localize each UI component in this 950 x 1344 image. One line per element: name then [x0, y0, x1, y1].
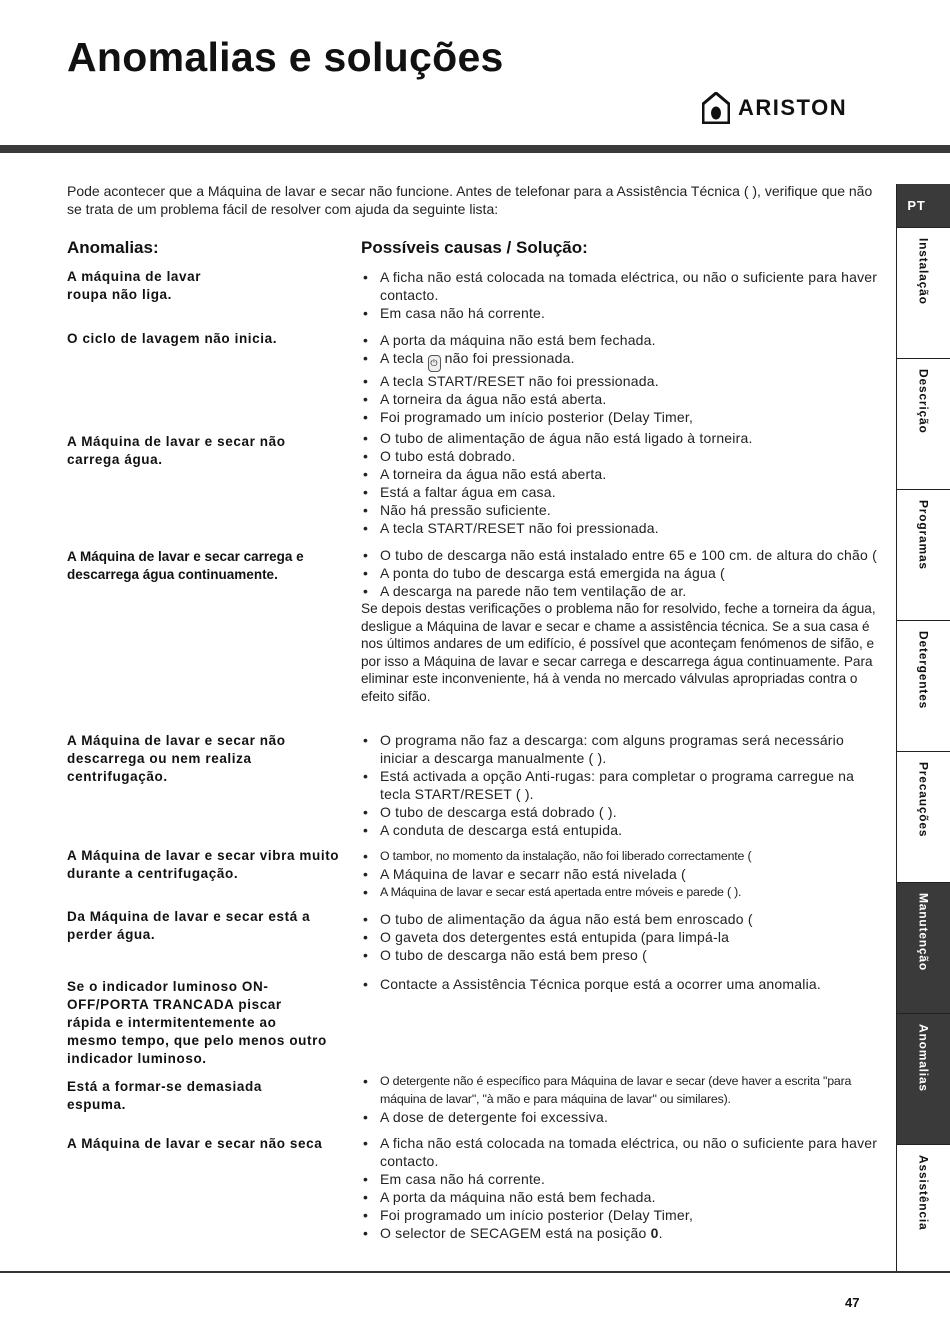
cause-item: • Não há pressão suficiente. [361, 501, 881, 519]
cause-item: • O tubo está dobrado. [361, 447, 881, 465]
section-tabs [897, 184, 950, 1276]
cause-item: • A Máquina de lavar e secar está apertada entre móveis e parede ( ). [361, 883, 881, 901]
intro-text: Pode acontecer que a Máquina de lavar e secar não funcione. Antes de telefonar para a Assistência Técnica ( ), verifique que não se trata de um problema fácil de resolver com ajuda da seguinte lista: [67, 183, 873, 217]
page-title: Anomalias e soluções [67, 34, 504, 80]
cause-item: • O programa não faz a descarga: com alguns programas será necessário iniciar a descarga manualmente ( ). [361, 731, 881, 767]
cause-item: • O tubo de descarga não está bem preso ( [361, 946, 881, 964]
cause-item: • A tecla ⏻ não foi pressionada. [361, 349, 881, 372]
cause-item: • Foi programado um início posterior (Delay Timer, [361, 408, 881, 426]
solution-block [361, 429, 881, 537]
anomaly-label: A Máquina de lavar e secar carrega e descarrega água continuamente. [67, 549, 304, 582]
cause-item: • Está a faltar água em casa. [361, 483, 881, 501]
tab-descricao[interactable]: Descrição [897, 359, 950, 490]
anomaly-label: O ciclo de lavagem não inicia. [67, 331, 278, 346]
solution-block [361, 1072, 881, 1126]
solution-block [361, 268, 881, 322]
solution-block [361, 910, 881, 964]
cause-item: • O selector de SECAGEM está na posição 0. [361, 1224, 881, 1242]
anomaly-label: A máquina de lavar roupa não liga. [67, 269, 202, 302]
brand-logo [702, 92, 847, 124]
cause-item: • O tubo de alimentação de água não está ligado à torneira. [361, 429, 881, 447]
cause-item: • O detergente não é específico para Máquina de lavar e secar (deve haver a escrita "para máquina de lavar", "à mão e para máquina de lavar" ou similares). [361, 1072, 881, 1108]
anomaly-label: Da Máquina de lavar e secar está a perder água. [67, 909, 311, 942]
cause-item: • A torneira da água não está aberta. [361, 465, 881, 483]
solution-block [361, 331, 881, 426]
anomaly-label: Se o indicador luminoso ON-OFF/PORTA TRANCADA piscar rápida e intermitentemente ao mesmo tempo, que pelo menos outro indicador luminoso. [67, 979, 327, 1066]
cause-item: • O tubo de descarga está dobrado ( ). [361, 803, 881, 821]
anomaly-label: A Máquina de lavar e secar não seca [67, 1136, 323, 1151]
cause-item: • A conduta de descarga está entupida. [361, 821, 881, 839]
cause-item: • A torneira da água não está aberta. [361, 390, 881, 408]
cause-item: • O tubo de descarga não está instalado entre 65 e 100 cm. de altura do chão ( [361, 546, 881, 564]
tab-detergentes[interactable]: Detergentes [897, 621, 950, 752]
cause-item: • A dose de detergente foi excessiva. [361, 1108, 881, 1126]
page-number: 47 [845, 1295, 860, 1310]
cause-item: • Foi programado um início posterior (Delay Timer, [361, 1206, 881, 1224]
solution-block [361, 1134, 881, 1242]
siphon-note: Se depois destas verificações o problema não for resolvido, feche a torneira da água, desligue a Máquina de lavar e secar e chame a assistência técnica. Se a sua casa é nos últimos andares de um edifício, é possível que aconteçam fenómenos de sifão, e por isso a Máquina de lavar e secar carrega e descarrega água continuamente. Para eliminar este inconveniente, há à venda no mercado válvulas apropriadas contra o efeito sifão. [361, 601, 876, 704]
causes-heading: Possíveis causas / Solução: [361, 238, 588, 257]
tab-pt[interactable]: PT [897, 184, 950, 228]
tab-precaucoes[interactable]: Precauções [897, 752, 950, 883]
tab-instalacao[interactable]: Instalação [897, 228, 950, 359]
solution-block [361, 847, 881, 901]
anomaly-label: A Máquina de lavar e secar não carrega água. [67, 434, 286, 467]
tab-manutencao[interactable]: Manutenção [897, 883, 950, 1014]
cause-item: • A Máquina de lavar e secarr não está nivelada ( [361, 865, 881, 883]
cause-item: • Em casa não há corrente. [361, 304, 881, 322]
cause-item: • A tecla START/RESET não foi pressionada. [361, 372, 881, 390]
house-logo-icon [702, 92, 730, 124]
cause-item: • A porta da máquina não está bem fechada. [361, 331, 881, 349]
tab-anomalias[interactable]: Anomalias [897, 1014, 950, 1145]
anomaly-label: A Máquina de lavar e secar não descarrega ou nem realiza centrifugação. [67, 733, 286, 784]
cause-item: • Em casa não há corrente. [361, 1170, 881, 1188]
power-key-icon: ⏻ [428, 355, 441, 372]
cause-item: • O tubo de alimentação da água não está bem enroscado ( [361, 910, 881, 928]
cause-item: • Está activada a opção Anti-rugas: para completar o programa carregue na tecla START/RESET ( ). [361, 767, 881, 803]
solution-block [361, 975, 881, 993]
anomaly-label: A Máquina de lavar e secar vibra muito durante a centrifugação. [67, 848, 340, 881]
cause-item: • Contacte a Assistência Técnica porque está a ocorrer uma anomalia. [361, 975, 881, 993]
solution-block [361, 731, 881, 839]
cause-item: • O tambor, no momento da instalação, não foi liberado correctamente ( [361, 847, 881, 865]
anomaly-label: Está a formar-se demasiada espuma. [67, 1079, 262, 1112]
cause-item: • A porta da máquina não está bem fechada. [361, 1188, 881, 1206]
tab-programas[interactable]: Programas [897, 490, 950, 621]
brand-name: ARISTON [738, 95, 848, 120]
cause-item: • A descarga na parede não tem ventilação de ar. [361, 582, 881, 600]
footer-rule [0, 1271, 950, 1273]
cause-item: • A ficha não está colocada na tomada eléctrica, ou não o suficiente para haver contacto. [361, 268, 881, 304]
cause-item: • O gaveta dos detergentes está entupida (para limpá-la [361, 928, 881, 946]
tab-assistencia[interactable]: Assistência [897, 1145, 950, 1276]
solution-block [361, 546, 881, 706]
cause-item: • A ficha não está colocada na tomada eléctrica, ou não o suficiente para haver contacto. [361, 1134, 881, 1170]
cause-item: • A ponta do tubo de descarga está emergida na água ( [361, 564, 881, 582]
anomalies-heading: Anomalias: [67, 238, 159, 257]
header-bar [0, 145, 950, 153]
cause-item: • A tecla START/RESET não foi pressionada. [361, 519, 881, 537]
